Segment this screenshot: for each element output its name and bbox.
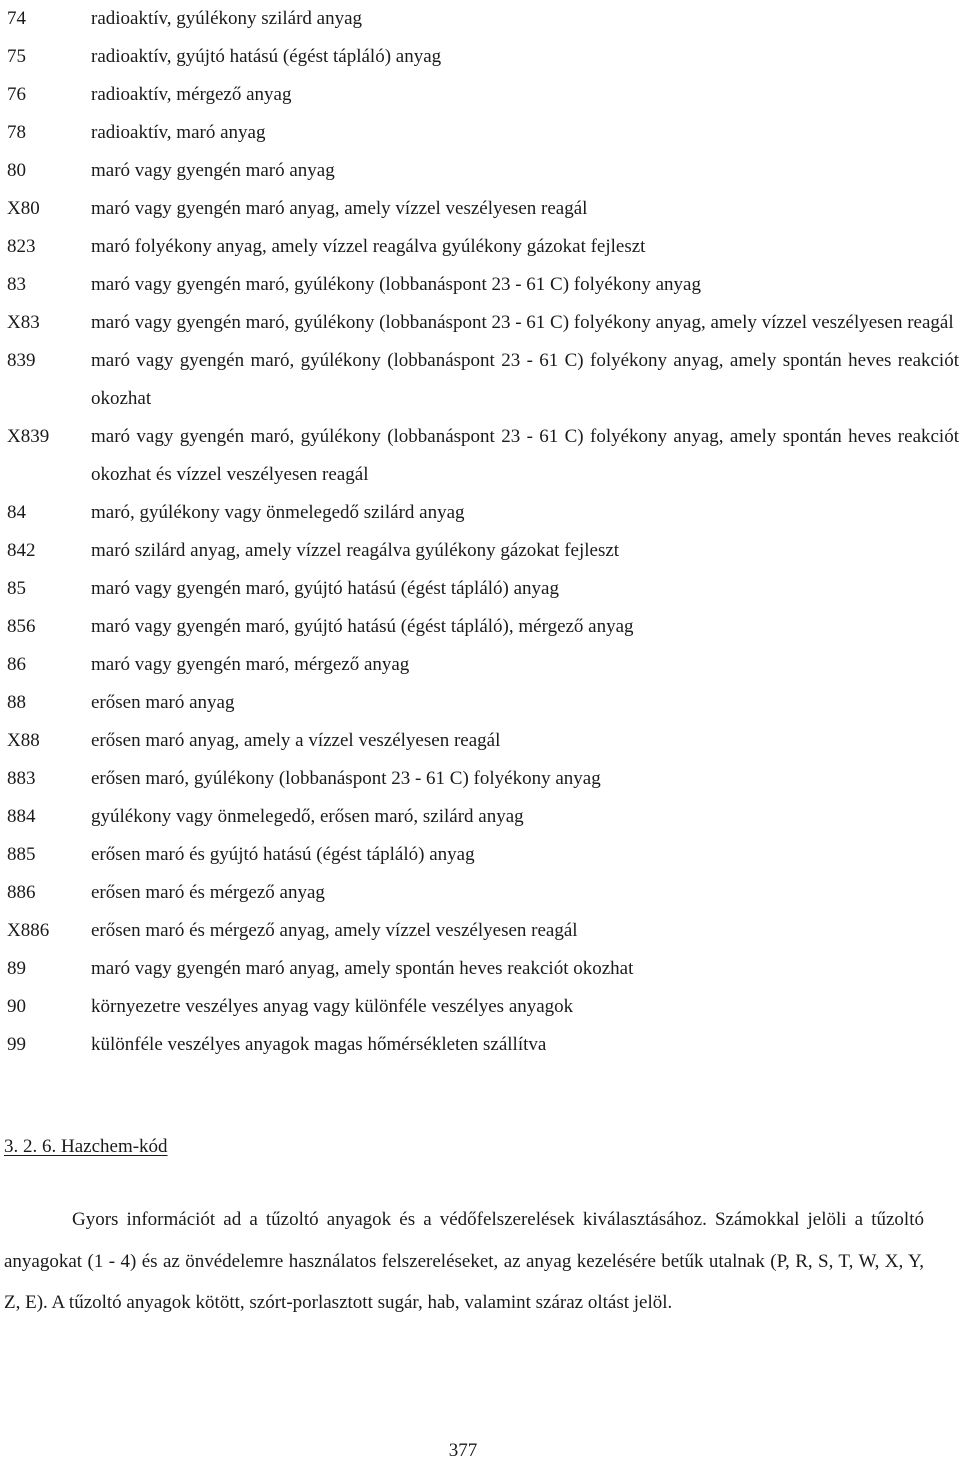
code-row	[0, 342, 960, 418]
code-row	[0, 950, 960, 988]
hazard-code: 885	[7, 844, 36, 865]
hazard-code: 85	[7, 578, 26, 599]
code-row	[0, 190, 960, 228]
hazard-description: erősen maró, gyúlékony (lobbanáspont 23 - 61 C) folyékony anyag	[91, 768, 601, 789]
code-row	[0, 532, 960, 570]
hazard-code: 83	[7, 274, 26, 295]
code-row	[0, 418, 960, 494]
hazard-code: X83	[7, 312, 40, 333]
hazard-description: környezetre veszélyes anyag vagy különféle veszélyes anyagok	[91, 996, 574, 1017]
section-heading: 3. 2. 6. Hazchem-kód	[4, 1136, 168, 1157]
code-row	[0, 684, 960, 722]
code-row	[0, 874, 960, 912]
hazard-code: 76	[7, 84, 26, 105]
hazard-code: 89	[7, 958, 26, 979]
code-row	[0, 0, 960, 38]
hazard-description: maró vagy gyengén maró, mérgező anyag	[91, 654, 410, 675]
code-row	[0, 608, 960, 646]
hazard-code: 84	[7, 502, 26, 523]
hazard-description: maró vagy gyengén maró anyag, amely vízzel veszélyesen reagál	[91, 198, 588, 219]
hazard-description: maró vagy gyengén maró anyag, amely spontán heves reakciót okozhat	[91, 958, 634, 979]
hazard-code: 883	[7, 768, 36, 789]
hazard-description: radioaktív, maró anyag	[91, 122, 266, 143]
code-row	[0, 988, 960, 1026]
code-row	[0, 76, 960, 114]
hazard-code: 90	[7, 996, 26, 1017]
hazard-description: maró vagy gyengén maró, gyúlékony (lobbanáspont 23 - 61 C) folyékony anyag, amely spontán heves reakciót okozhat és vízzel veszélyesen reagál	[91, 426, 959, 485]
hazard-code: 856	[7, 616, 36, 637]
hazard-description: erősen maró és mérgező anyag	[91, 882, 325, 903]
code-row	[0, 836, 960, 874]
hazard-description: erősen maró és mérgező anyag, amely vízzel veszélyesen reagál	[91, 920, 578, 941]
hazard-description: erősen maró és gyújtó hatású (égést tápláló) anyag	[91, 844, 475, 865]
hazard-description: maró, gyúlékony vagy önmelegedő szilárd anyag	[91, 502, 465, 523]
hazard-code: 86	[7, 654, 26, 675]
hazard-description: radioaktív, mérgező anyag	[91, 84, 292, 105]
code-row	[0, 304, 960, 342]
code-row	[0, 266, 960, 304]
hazard-description: maró vagy gyengén maró anyag	[91, 160, 335, 181]
hazard-description: különféle veszélyes anyagok magas hőmérsékleten szállítva	[91, 1034, 547, 1055]
hazard-description: maró folyékony anyag, amely vízzel reagálva gyúlékony gázokat fejleszt	[91, 236, 646, 257]
hazard-code: X839	[7, 426, 50, 447]
hazard-code: 842	[7, 540, 36, 561]
hazard-code: 88	[7, 692, 26, 713]
code-row	[0, 722, 960, 760]
hazard-code: 839	[7, 350, 36, 371]
hazard-description: erősen maró anyag	[91, 692, 235, 713]
hazard-code: 78	[7, 122, 26, 143]
hazard-description: gyúlékony vagy önmelegedő, erősen maró, szilárd anyag	[91, 806, 524, 827]
code-row	[0, 38, 960, 76]
hazard-code: 74	[7, 8, 26, 29]
hazard-code: X88	[7, 730, 40, 751]
code-row	[0, 494, 960, 532]
hazard-code: 75	[7, 46, 26, 67]
hazard-code: X886	[7, 920, 50, 941]
hazard-code: 80	[7, 160, 26, 181]
hazard-code: 886	[7, 882, 36, 903]
hazard-code: X80	[7, 198, 40, 219]
hazard-description: maró szilárd anyag, amely vízzel reagálva gyúlékony gázokat fejleszt	[91, 540, 620, 561]
page-number: 377	[448, 1440, 478, 1461]
hazard-description: maró vagy gyengén maró, gyújtó hatású (égést tápláló) anyag	[91, 578, 559, 599]
hazard-description: radioaktív, gyújtó hatású (égést tápláló) anyag	[91, 46, 442, 67]
code-row	[0, 798, 960, 836]
code-row	[0, 114, 960, 152]
hazard-code: 884	[7, 806, 36, 827]
section-paragraph: Gyors információt ad a tűzoltó anyagok és a védőfelszerelések kiválasztásához. Számokkal jelöli a tűzoltó anyagokat (1 - 4) és az önvédelemre használatos felszereléseket, az anyag kezelésére betűk utalnak (P, R, S, T, W, X, Y, Z, E). A tűzoltó anyagok kötött, szórt-porlasztott sugár, hab, valamint száraz oltást jelöl.	[4, 1209, 924, 1313]
hazard-description: maró vagy gyengén maró, gyújtó hatású (égést tápláló), mérgező anyag	[91, 616, 634, 637]
hazard-description: erősen maró anyag, amely a vízzel veszélyesen reagál	[91, 730, 501, 751]
hazard-description: maró vagy gyengén maró, gyúlékony (lobbanáspont 23 - 61 C) folyékony anyag, amely vízzel veszélyesen reagál	[91, 312, 954, 333]
hazard-description: maró vagy gyengén maró, gyúlékony (lobbanáspont 23 - 61 C) folyékony anyag, amely spontán heves reakciót okozhat	[91, 350, 959, 409]
hazard-code: 823	[7, 236, 36, 257]
hazard-code: 99	[7, 1034, 26, 1055]
code-row	[0, 760, 960, 798]
hazard-description: radioaktív, gyúlékony szilárd anyag	[91, 8, 363, 29]
code-row	[0, 228, 960, 266]
code-row	[0, 152, 960, 190]
code-row	[0, 646, 960, 684]
hazard-description: maró vagy gyengén maró, gyúlékony (lobbanáspont 23 - 61 C) folyékony anyag	[91, 274, 701, 295]
code-row	[0, 912, 960, 950]
code-row	[0, 570, 960, 608]
code-row	[0, 1026, 960, 1064]
